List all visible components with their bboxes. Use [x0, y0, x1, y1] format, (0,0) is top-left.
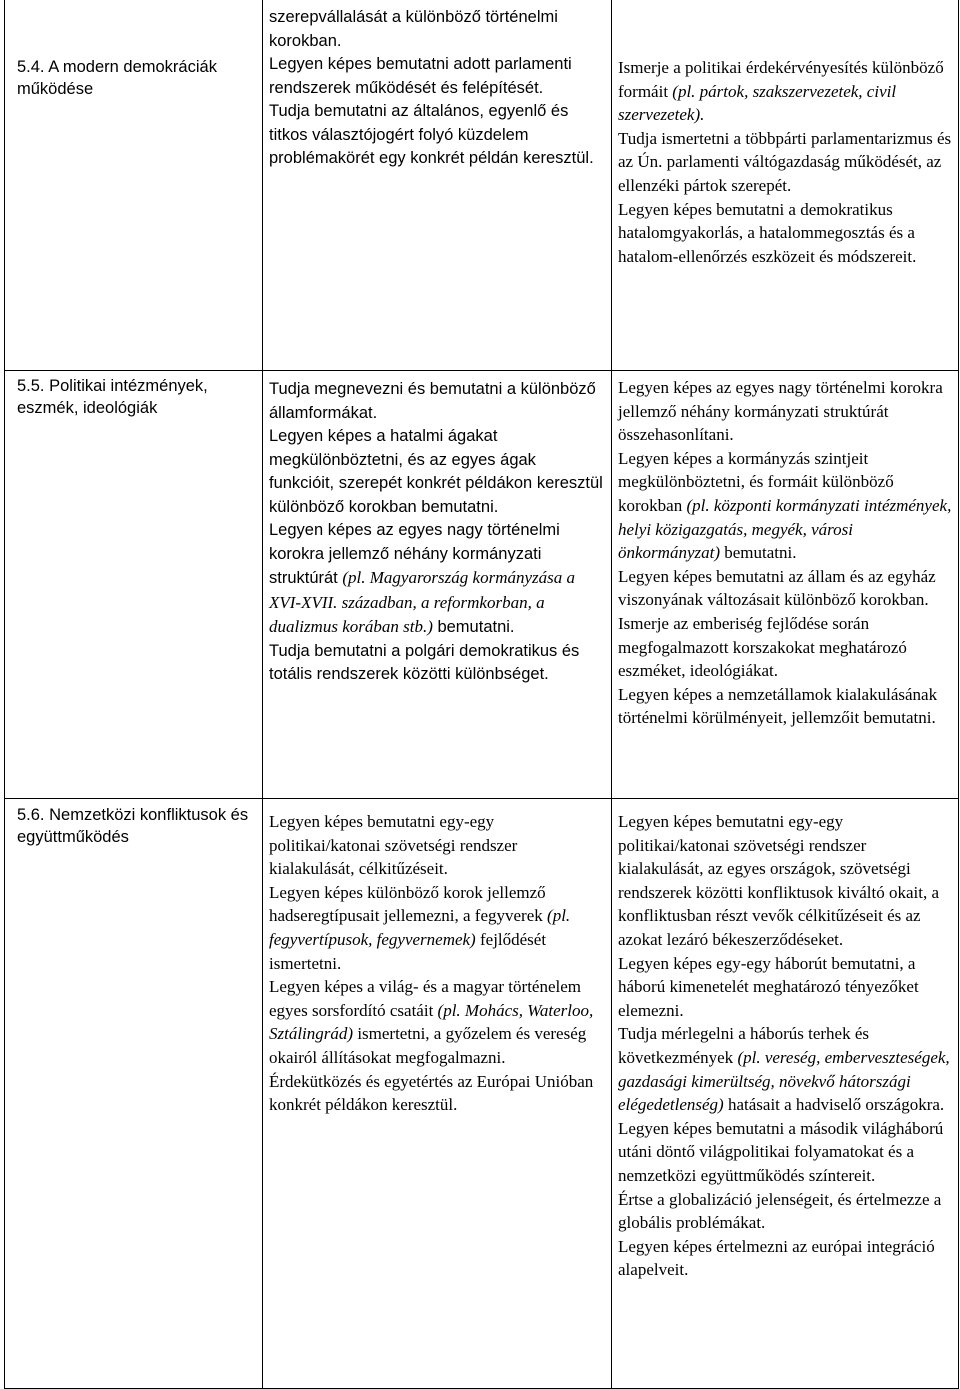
requirement-text: Tudja ismertetni a többpárti parlamentarizmus és az Ún. parlamenti váltógazdaság működését, az ellenzéki pártok szerepét. [618, 128, 952, 195]
requirement-text-part: Ismerje a politikai érdekérvényesítés különböző formáit [618, 58, 944, 101]
requirement-text: Tudja bemutatni a polgári demokratikus és totális rendszerek közötti különbséget. [269, 641, 580, 683]
topic-title: 5.5. Politikai intézmények, eszmék, ideológiák [17, 377, 208, 417]
requirement-text [618, 56, 952, 127]
requirement-text: Tudja megnevezni és bemutatni a különböző államformákat. [269, 380, 596, 422]
topic-cell [5, 0, 263, 371]
requirement-text: Legyen képes értelmezni az európai integráció alapelveit. [618, 1236, 935, 1280]
example-text: (pl. Magyarország kormányzása a XVI-XVII. században, a reformkorban, a dualizmus korában stb.) [269, 568, 575, 636]
requirement-text-part: Legyen képes az egyes nagy történelmi korokra jellemző néhány kormányzati struktúrát [269, 521, 560, 587]
topic-title: 5.4. A modern demokráciák működése [17, 58, 217, 98]
requirement-text: Legyen képes bemutatni egy-egy politikai/katonai szövetségi rendszer kialakulását, az egyes országok, szövetségi rendszerek közötti konfliktusok kiváltó okait, a konfliktusban részt vevők célkitűzéseit és az azokat lezáró békeszerződéseket. [618, 812, 940, 949]
requirement-text [269, 881, 605, 975]
advanced-level-cell [612, 799, 959, 1389]
requirement-text: Legyen képes a hatalmi ágakat megkülönböztetni, és az egyes ágak funkcióit, szerepét konkrét példákon keresztül különböző korokban bemutatni. [269, 427, 603, 516]
requirement-text: Legyen képes bemutatni a második világháború utáni döntő világpolitikai folyamatokat és a nemzetközi együttműködés színtereit. [618, 1118, 944, 1185]
requirement-text [618, 447, 952, 565]
example-text: (pl. fegyvertípusok, fegyvernemek) [269, 906, 571, 949]
advanced-level-cell [612, 0, 959, 371]
requirement-text: Ismerje az emberiség fejlődése során megfogalmazott korszakokat meghatározó eszméket, ideológiákat. [618, 613, 907, 681]
requirement-text-part: Legyen képes a világ- és a magyar történelem egyes sorsfordító csatáit [269, 977, 582, 1020]
requirement-text: Legyen képes bemutatni a demokratikus hatalomgyakorlás, a hatalommegosztás és a hatalom-ellenőrzés eszközeit és módszereit. [618, 199, 917, 266]
requirement-text-part: Legyen képes különböző korok jellemző hadseregtípusait jellemezni, a fegyverek [269, 882, 548, 926]
curriculum-table [4, 0, 959, 1389]
requirement-text: szerepvállalását a különböző történelmi korokban. [269, 8, 558, 50]
requirement-text-part: Legyen képes a kormányzás szintjeit megkülönböztetni, és formáit különböző korokban [618, 448, 894, 515]
intermediate-level-cell [263, 371, 612, 799]
requirement-text-part: bemutatni. [719, 543, 797, 563]
table-row [5, 799, 959, 1389]
requirement-text-part: ismertetni, a győzelem és vereség okairól állításokat megfogalmazni. [269, 1024, 587, 1067]
requirement-text-part: Tudja mérlegelni a háborús terhek és következmények [618, 1024, 869, 1067]
example-text: (pl. központi kormányzati intézmények, helyi közigazgatás, megyék, városi önkormányzat) [618, 495, 952, 563]
intermediate-level-cell [263, 799, 612, 1389]
topic-cell [5, 371, 263, 799]
requirement-text: Legyen képes bemutatni adott parlamenti rendszerek működését és felépítését. [269, 55, 572, 97]
table-row [5, 371, 959, 799]
requirement-text [269, 975, 605, 1069]
requirement-text: Értse a globalizáció jelenségeit, és értelmezze a globális problémákat. [618, 1189, 942, 1233]
requirement-text: Legyen képes egy-egy háborút bemutatni, a háború kimenetelét meghatározó tényezőket elemezni. [618, 953, 919, 1020]
requirement-text: Érdekütközés és egyetértés az Európai Unióban konkrét példákon keresztül. [269, 1071, 594, 1115]
example-text: (pl. Mohács, Waterloo, Sztálingrád) [269, 1000, 594, 1044]
requirement-text: Legyen képes a nemzetállamok kialakulásának történelmi körülményeit, jellemzőit bemutatni. [618, 684, 938, 728]
requirement-text-part: hatásait a hadviselő országokra. [723, 1095, 945, 1115]
advanced-level-cell [612, 371, 959, 799]
example-text: (pl. pártok, szakszervezetek, civil szervezetek). [618, 81, 897, 125]
example-text: (pl. vereség, emberveszteségek, gazdasági kimerültség, növekvő hátországi elégedetlenség) [618, 1047, 950, 1115]
intermediate-level-cell [263, 0, 612, 371]
requirement-text: Legyen képes bemutatni az állam és az egyház viszonyának változásait különböző korokban. [618, 566, 936, 610]
requirement-text [269, 519, 605, 640]
topic-cell [5, 799, 263, 1389]
requirement-text: Tudja bemutatni az általános, egyenlő és titkos választójogért folyó küzdelem problémakörét egy konkrét példán keresztül. [269, 102, 594, 167]
table-row [5, 0, 959, 371]
topic-title: 5.6. Nemzetközi konfliktusok és együttműködés [17, 806, 249, 846]
requirement-text-part: fejlődését ismertetni. [269, 929, 547, 973]
requirement-text: Legyen képes az egyes nagy történelmi korokra jellemző néhány kormányzati struktúrát összehasonlítani. [618, 378, 943, 445]
requirement-text [618, 1022, 952, 1116]
requirement-text: Legyen képes bemutatni egy-egy politikai/katonai szövetségi rendszer kialakulását, célkitűzéseit. [269, 812, 518, 879]
requirement-text-part: bemutatni. [432, 618, 515, 636]
